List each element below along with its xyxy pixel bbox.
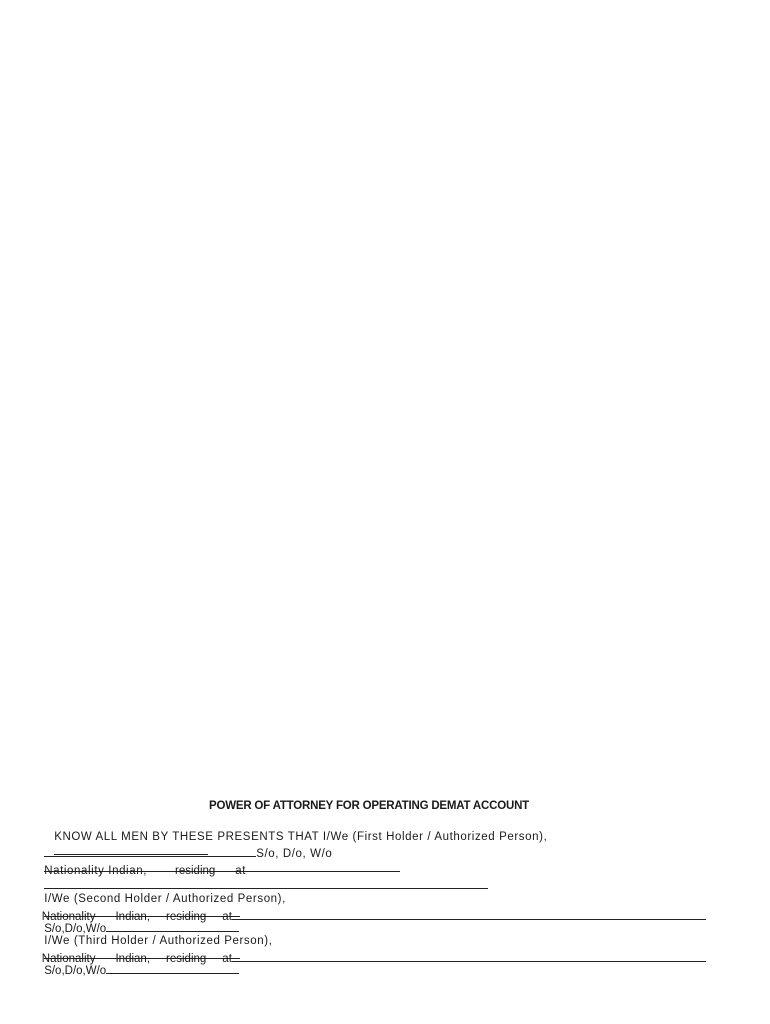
third-holder-residing: residing [166, 953, 207, 965]
second-holder-at: at [222, 911, 232, 923]
third-holder-address-field[interactable] [232, 951, 706, 962]
third-holder-nationality: Nationality [41, 953, 96, 965]
third-holder-line-2 [29, 937, 706, 980]
first-holder-intro: KNOW ALL MEN BY THESE PRESENTS THAT I/We (First Holder / Authorized Person), [54, 831, 548, 843]
second-holder-residing: residing [166, 911, 207, 923]
first-holder-at: at [235, 865, 247, 877]
third-holder-indian: Indian, [115, 953, 151, 965]
first-holder-relation: S/o, D/o, W/o [256, 848, 333, 860]
second-holder-indian: Indian, [115, 911, 151, 923]
second-holder-relation: S/o,D/o,W/o [44, 923, 107, 935]
first-holder-residing: residing [175, 865, 216, 877]
third-holder-intro: I/We (Third Holder / Authorized Person), [44, 935, 273, 947]
second-holder-intro: I/We (Second Holder / Authorized Person), [44, 893, 286, 905]
third-holder-at: at [222, 953, 232, 965]
second-holder-address-field[interactable] [232, 909, 706, 920]
second-holder-nationality: Nationality [41, 911, 96, 923]
document-title: POWER OF ATTORNEY FOR OPERATING DEMAT ACCOUNT [208, 800, 530, 812]
first-holder-nationality: Nationality Indian, [44, 865, 148, 877]
third-holder-relation: S/o,D/o,W/o [44, 965, 107, 977]
